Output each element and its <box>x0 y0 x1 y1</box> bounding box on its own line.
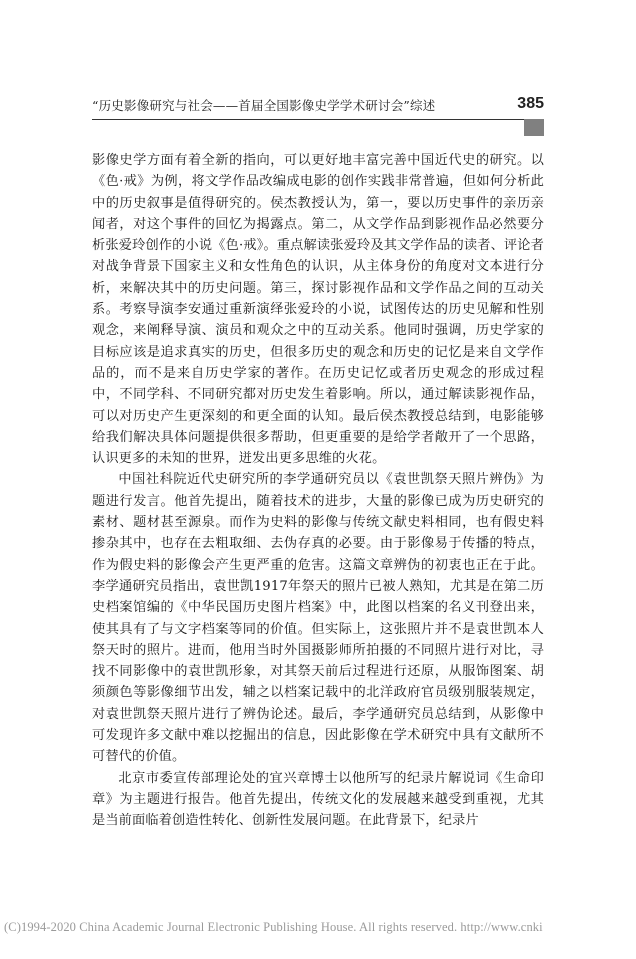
page-number: 385 <box>517 95 544 112</box>
running-header-title: “历史影像研究与社会——首届全国影像史学学术研讨会”综述 <box>92 98 436 113</box>
paragraph-li-xuetong: 中国社科院近代史研究所的李学通研究员以《袁世凯祭天照片辨伪》为题进行发言。他首先提出，随着技术的进步，大量的影像已成为历史研究的素材、题材甚至源泉。而作为史料的影像与传统文献史料相同，也有假史料掺杂其中，也存在去粗取细、去伪存真的必要。由于影像易于传播的特点，作为假史料的影像会产生更严重的危害。这篇文章辨伪的初衷也正在于此。李学通研究员指出，袁世凯1917年祭天的照片已被人熟知，尤其是在第二历史档案馆编的《中华民国历史图片档案》中，此图以档案的名义刊登出来，使其具有了与文字档案等同的价值。但实际上，这张照片并不是袁世凯本人祭天时的照片。进而，他用当时外国摄影师所拍摄的不同照片进行对比，寻找不同影像中的袁世凯形象，对其祭天前后过程进行还原，从服饰图案、胡须颜色等影像细节出发，辅之以档案记载中的北洋政府官员级别服装规定，对袁世凯祭天照片进行了辨伪论述。最后，李学通研究员总结到，从影像中可发现许多文献中难以挖掘出的信息，因此影像在学术研究中具有文献所不可替代的价值。 <box>92 472 544 765</box>
header-gray-block <box>524 119 544 136</box>
paragraph-continued: 影像史学方面有着全新的指向，可以更好地丰富完善中国近代史的研究。以《色·戒》为例，将文学作品改编成电影的创作实践非常普遍，但如何分析此中的历史叙事是值得研究的。侯杰教授认为，第一，要以历史事件的亲历亲闻者，对这个事件的回忆为揭露点。第二，从文学作品到影视作品必然要分析张爱玲创作的小说《色·戒》。重点解读张爱玲及其文学作品的读者、评论者对战争背景下国家主义和女性角色的认识，从主体身份的角度对文本进行分析，来解决其中的历史问题。第三，探讨影视作品和文学作品之间的互动关系。考察导演李安通过重新演绎张爱玲的小说，试图传达的历史见解和性别观念，来阐释导演、演员和观众之中的互动关系。他同时强调，历史学家的目标应该是追求真实的历史，但很多历史的观念和历史的记忆是来自文学作品的，而不是来自历史学家的著作。在历史记忆或者历史观念的形成过程中，不同学科、不同研究都对历史发生着影响。所以，通过解读影视作品，可以对历史产生更深刻的和更全面的认知。最后侯杰教授总结到，电影能够给我们解决具体问题提供很多帮助，但更重要的是给学者敞开了一个思路，认识更多的未知的世界，迸发出更多思维的火花。 <box>92 153 544 467</box>
running-header <box>92 95 544 117</box>
header-rule <box>92 119 524 120</box>
article-body <box>92 150 544 832</box>
paragraph-yi-xingzhang: 北京市委宣传部理论处的宜兴章博士以他所写的纪录片解说词《生命印章》为主题进行报告。他首先提出，传统文化的发展越来越受到重视，尤其是当前面临着创造性转化、创新性发展问题。在此背景下，纪录片 <box>92 770 544 829</box>
copyright-footer: (C)1994-2020 China Academic Journal Electronic Publishing House. All rights reserved. http://www.cnki <box>4 920 543 934</box>
